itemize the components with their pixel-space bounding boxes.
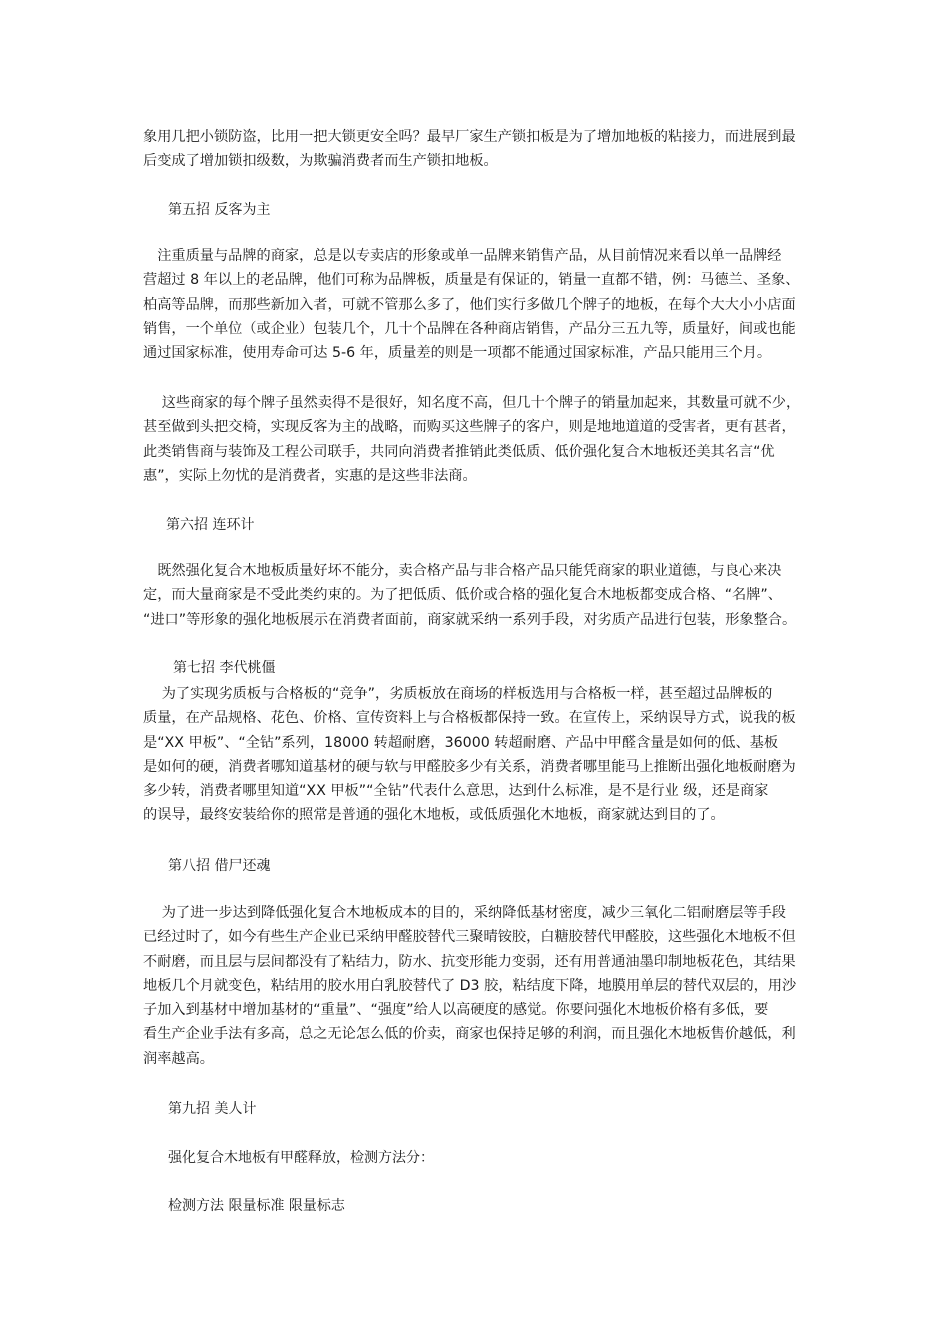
section-heading-7: 第七招 李代桃僵 (173, 660, 276, 676)
text-line: 这些商家的每个牌子虽然卖得不是很好，知名度不高，但几十个牌子的销量加起来，其数量可就不少， (143, 395, 801, 411)
paragraph-section-8 (143, 901, 815, 1071)
text-line: 通过国家标准，使用寿命可达 5-6 年，质量差的则是一项都不能通过国家标准，产品只能用三个月。 (143, 345, 772, 362)
text-line: 销售，一个单位（或企业）包装几个，几十个品牌在各种商店销售，产品分三五九等，质量好，间或也能 (143, 320, 796, 337)
text-line: 子加入到基材中增加基材的“重量”、“强度”给人以高硬度的感觉。你要问强化木地板价格有多低，要 (143, 1002, 769, 1019)
paragraph-section-6 (143, 559, 815, 632)
paragraph-section-7 (143, 682, 815, 828)
text-line: 营超过 8 年以上的老品牌，他们可称为品牌板，质量是有保证的，销量一直都不错，例：马德兰、圣象、 (143, 272, 800, 289)
section-heading-8: 第八招 借尸还魂 (168, 858, 271, 874)
text-line: 是如何的硬，消费者哪知道基材的硬与软与甲醛胶多少有关系，消费者哪里能马上推断出强化地板耐磨为 (143, 758, 796, 775)
text-line: 润率越高。 (143, 1050, 214, 1067)
text-line: 甚至做到头把交椅，实现反客为主的战略，而购买这些牌子的客户，则是地地道道的受害者，更有甚者， (143, 419, 796, 436)
text-line: 惠”，实际上勿忧的是消费者，实惠的是这些非法商。 (143, 467, 477, 484)
paragraph-intro (143, 125, 815, 174)
text-line: 象用几把小锁防盗，比用一把大锁更安全吗？最早厂家生产锁扣板是为了增加地板的粘接力，而进展到最 (143, 129, 796, 145)
text-line: 此类销售商与装饰及工程公司联手，共同向消费者推销此类低质、低价强化复合木地板还美其名言“优 (143, 443, 775, 460)
text-line: 注重质量与品牌的商家，总是以专卖店的形象或单一品牌来销售产品，从目前情况来看以单一品牌经 (143, 248, 782, 264)
text-line: 已经过时了，如今有些生产企业已采纳甲醛胶替代三聚晴铵胶，白糖胶替代甲醛胶，这些强化木地板不但 (143, 929, 796, 946)
detection-intro: 强化复合木地板有甲醛释放，检测方法分： (168, 1150, 434, 1166)
text-line: 为了实现劣质板与合格板的“竞争”，劣质板放在商场的样板选用与合格板一样，甚至超过品牌板的 (143, 686, 773, 702)
text-line: 不耐磨，而且层与层间都没有了粘结力，防水、抗变形能力变弱，还有用普通油墨印制地板花色，其结果 (143, 953, 796, 970)
section-heading-6: 第六招 连环计 (166, 517, 255, 533)
text-line: 柏高等品牌，而那些新加入者，可就不管那么多了，他们实行多做几个牌子的地板，在每个大大小小店面 (143, 296, 796, 313)
paragraph-section-5-b (143, 391, 815, 488)
text-line: 看生产企业手法有多高，总之无论怎么低的价卖，商家也保持足够的利润，而且强化木地板售价越低，利 (143, 1026, 796, 1043)
section-heading-5: 第五招 反客为主 (168, 202, 271, 218)
text-line: 质量，在产品规格、花色、价格、宣传资料上与合格板都保持一致。在宣传上，采纳误导方式，说我的板 (143, 710, 796, 727)
detection-table-header: 检测方法 限量标准 限量标志 (168, 1198, 345, 1214)
text-line: 定，而大量商家是不受此类约束的。为了把低质、低价或合格的强化复合木地板都变成合格、“名牌”、 (143, 587, 782, 604)
text-line: 是“XX 甲板”、“全钻”系列，18000 转超耐磨，36000 转超耐磨、产品中甲醛含量是如何的低、基板 (143, 734, 779, 751)
text-line: 既然强化复合木地板质量好坏不能分，卖合格产品与非合格产品只能凭商家的职业道德，与良心来决 (143, 563, 782, 579)
text-line: 为了进一步达到降低强化复合木地板成本的目的，采纳降低基材密度，减少三氧化二铝耐磨层等手段 (143, 905, 786, 921)
text-line: 地板几个月就变色，粘结用的胶水用白乳胶替代了 D3 胶，粘结度下降，地膜用单层的替代双层的，用沙 (143, 977, 797, 994)
text-line: 后变成了增加锁扣级数，为欺骗消费者而生产锁扣地板。 (143, 153, 498, 170)
text-line: 多少转，消费者哪里知道“XX 甲板”“全钻”代表什么意思，达到什么标准，是不是行业 级，还是商家 (143, 783, 769, 800)
text-line: “进口”等形象的强化地板展示在消费者面前，商家就采纳一系列手段，对劣质产品进行包装，形象整合。 (143, 611, 797, 628)
text-line: 的误导，最终安装给你的照常是普通的强化木地板，或低质强化木地板，商家就达到目的了。 (143, 807, 725, 824)
section-heading-9: 第九招 美人计 (168, 1101, 257, 1117)
paragraph-section-5-a (143, 244, 815, 365)
